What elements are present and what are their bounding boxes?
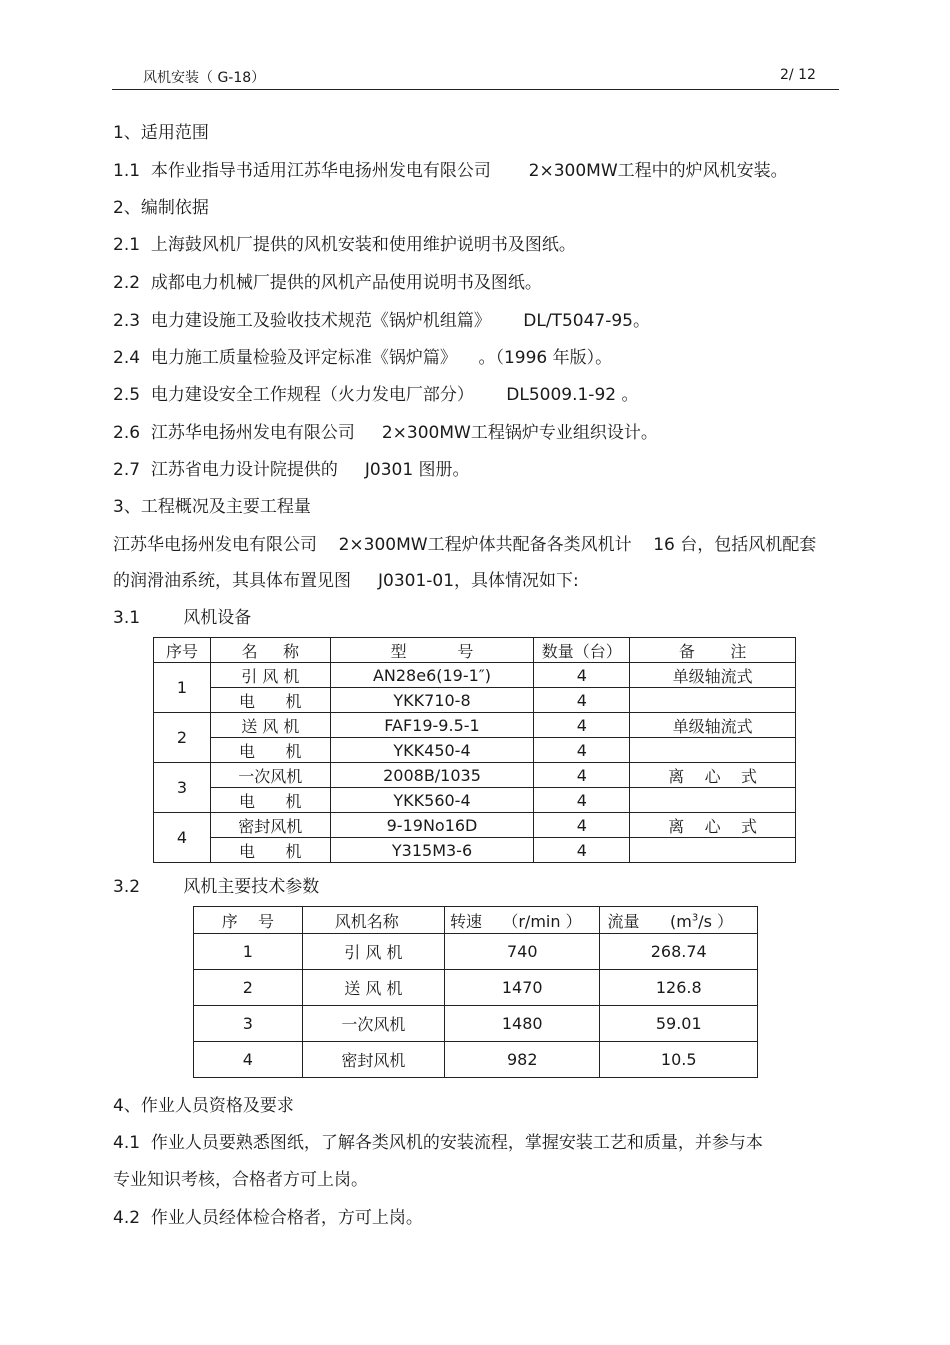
flow-cell: 126.8 xyxy=(600,970,758,1006)
model-cell: 9-19No16D xyxy=(330,813,534,838)
paragraph-line: 4.2 作业人员经体检合格者，方可上岗。 xyxy=(113,1208,423,1228)
page-number: 2/ 12 xyxy=(780,67,816,83)
paragraph-line: 2.1 上海鼓风机厂提供的风机安装和使用维护说明书及图纸。 xyxy=(113,235,576,255)
header-title: 风机安装（ G-18） xyxy=(143,70,266,86)
number-cell: 4 xyxy=(194,1042,303,1078)
note-cell: 离 心 式 xyxy=(630,813,796,838)
subsection-heading: 3.1 风机设备 xyxy=(113,608,252,628)
note-cell xyxy=(630,838,796,863)
name-cell: 电 机 xyxy=(210,838,330,863)
quantity-cell: 4 xyxy=(534,713,630,738)
header-divider xyxy=(112,89,839,90)
table-row xyxy=(194,970,758,1006)
paragraph-line: 2.2 成都电力机械厂提供的风机产品使用说明书及图纸。 xyxy=(113,273,542,293)
paragraph-line: 江苏华电扬州发电有限公司 2×300MW工程炉体共配备各类风机计 16 台，包括风机配套 xyxy=(113,535,817,555)
table-header-cell: 型 号 xyxy=(330,638,534,663)
table-row xyxy=(154,788,796,813)
table-row xyxy=(154,838,796,863)
table-row xyxy=(194,1006,758,1042)
flow-cell: 59.01 xyxy=(600,1006,758,1042)
flow-header-unit: /s ） xyxy=(698,911,734,931)
group-number-cell: 2 xyxy=(154,713,211,763)
flow-cell: 268.74 xyxy=(600,934,758,970)
paragraph-line: 2.3 电力建设施工及验收技术规范《锅炉机组篇》 DL/T5047-95。 xyxy=(113,311,650,331)
section-heading: 1、适用范围 xyxy=(113,123,209,143)
note-cell: 单级轴流式 xyxy=(630,663,796,688)
paragraph-line: 的润滑油系统，其具体布置见图 J0301-01，具体情况如下: xyxy=(113,571,579,591)
flow-cell: 10.5 xyxy=(600,1042,758,1078)
speed-cell: 1470 xyxy=(445,970,600,1006)
model-cell: YKK560-4 xyxy=(330,788,534,813)
number-cell: 2 xyxy=(194,970,303,1006)
name-cell: 电 机 xyxy=(210,788,330,813)
table-header-row xyxy=(194,907,758,934)
speed-cell: 740 xyxy=(445,934,600,970)
table-row xyxy=(154,688,796,713)
quantity-cell: 4 xyxy=(534,763,630,788)
note-cell xyxy=(630,688,796,713)
model-cell: AN28e6(19-1″) xyxy=(330,663,534,688)
fan-equipment-table xyxy=(153,637,796,863)
model-cell: 2008B/1035 xyxy=(330,763,534,788)
table-header-row xyxy=(154,638,796,663)
table-row xyxy=(154,813,796,838)
table-row xyxy=(194,934,758,970)
paragraph-line: 1.1 本作业指导书适用江苏华电扬州发电有限公司 2×300MW工程中的炉风机安装。 xyxy=(113,161,788,181)
quantity-cell: 4 xyxy=(534,663,630,688)
table-row xyxy=(154,713,796,738)
name-cell: 引 风 机 xyxy=(302,934,444,970)
note-cell xyxy=(630,738,796,763)
model-cell: YKK450-4 xyxy=(330,738,534,763)
quantity-cell: 4 xyxy=(534,838,630,863)
table-header-cell xyxy=(600,907,758,934)
name-cell: 一次风机 xyxy=(210,763,330,788)
table-header-cell: 转速 （r/min ） xyxy=(445,907,600,934)
model-cell: FAF19-9.5-1 xyxy=(330,713,534,738)
number-cell: 1 xyxy=(194,934,303,970)
model-cell: YKK710-8 xyxy=(330,688,534,713)
section-heading: 3、工程概况及主要工程量 xyxy=(113,497,311,517)
table-row xyxy=(154,738,796,763)
quantity-cell: 4 xyxy=(534,813,630,838)
paragraph-line: 4.1 作业人员要熟悉图纸，了解各类风机的安装流程，掌握安装工艺和质量，并参与本 xyxy=(113,1133,763,1153)
table-header-cell: 序号 xyxy=(154,638,211,663)
quantity-cell: 4 xyxy=(534,788,630,813)
model-cell: Y315M3-6 xyxy=(330,838,534,863)
group-number-cell: 4 xyxy=(154,813,211,863)
name-cell: 电 机 xyxy=(210,738,330,763)
subsection-heading: 3.2 风机主要技术参数 xyxy=(113,877,320,897)
table-row xyxy=(154,763,796,788)
table-header-cell: 数量（台） xyxy=(534,638,630,663)
paragraph-line: 2.5 电力建设安全工作规程（火力发电厂部分） DL5009.1-92 。 xyxy=(113,385,639,405)
table-row xyxy=(194,1042,758,1078)
note-cell: 单级轴流式 xyxy=(630,713,796,738)
flow-header-label: 流量 (m xyxy=(607,911,692,931)
number-cell: 3 xyxy=(194,1006,303,1042)
quantity-cell: 4 xyxy=(534,688,630,713)
paragraph-line: 专业知识考核，合格者方可上岗。 xyxy=(113,1170,368,1190)
table-row xyxy=(154,663,796,688)
name-cell: 送 风 机 xyxy=(302,970,444,1006)
group-number-cell: 3 xyxy=(154,763,211,813)
speed-cell: 1480 xyxy=(445,1006,600,1042)
name-cell: 密封风机 xyxy=(302,1042,444,1078)
note-cell: 离 心 式 xyxy=(630,763,796,788)
table-header-cell: 序 号 xyxy=(194,907,303,934)
table-header-cell: 名 称 xyxy=(210,638,330,663)
section-heading: 2、编制依据 xyxy=(113,198,209,218)
section-heading: 4、作业人员资格及要求 xyxy=(113,1096,294,1116)
speed-cell: 982 xyxy=(445,1042,600,1078)
note-cell xyxy=(630,788,796,813)
name-cell: 一次风机 xyxy=(302,1006,444,1042)
name-cell: 密封风机 xyxy=(210,813,330,838)
paragraph-line: 2.7 江苏省电力设计院提供的 J0301 图册。 xyxy=(113,460,470,480)
quantity-cell: 4 xyxy=(534,738,630,763)
paragraph-line: 2.6 江苏华电扬州发电有限公司 2×300MW工程锅炉专业组织设计。 xyxy=(113,423,658,443)
paragraph-line: 2.4 电力施工质量检验及评定标准《锅炉篇》 。（1996 年版）。 xyxy=(113,348,613,368)
group-number-cell: 1 xyxy=(154,663,211,713)
name-cell: 电 机 xyxy=(210,688,330,713)
name-cell: 引 风 机 xyxy=(210,663,330,688)
table-header-cell: 备 注 xyxy=(630,638,796,663)
flow-unit-superscript: 3 xyxy=(691,912,699,924)
name-cell: 送 风 机 xyxy=(210,713,330,738)
fan-parameters-table xyxy=(193,906,758,1078)
table-header-cell: 风机名称 xyxy=(302,907,444,934)
